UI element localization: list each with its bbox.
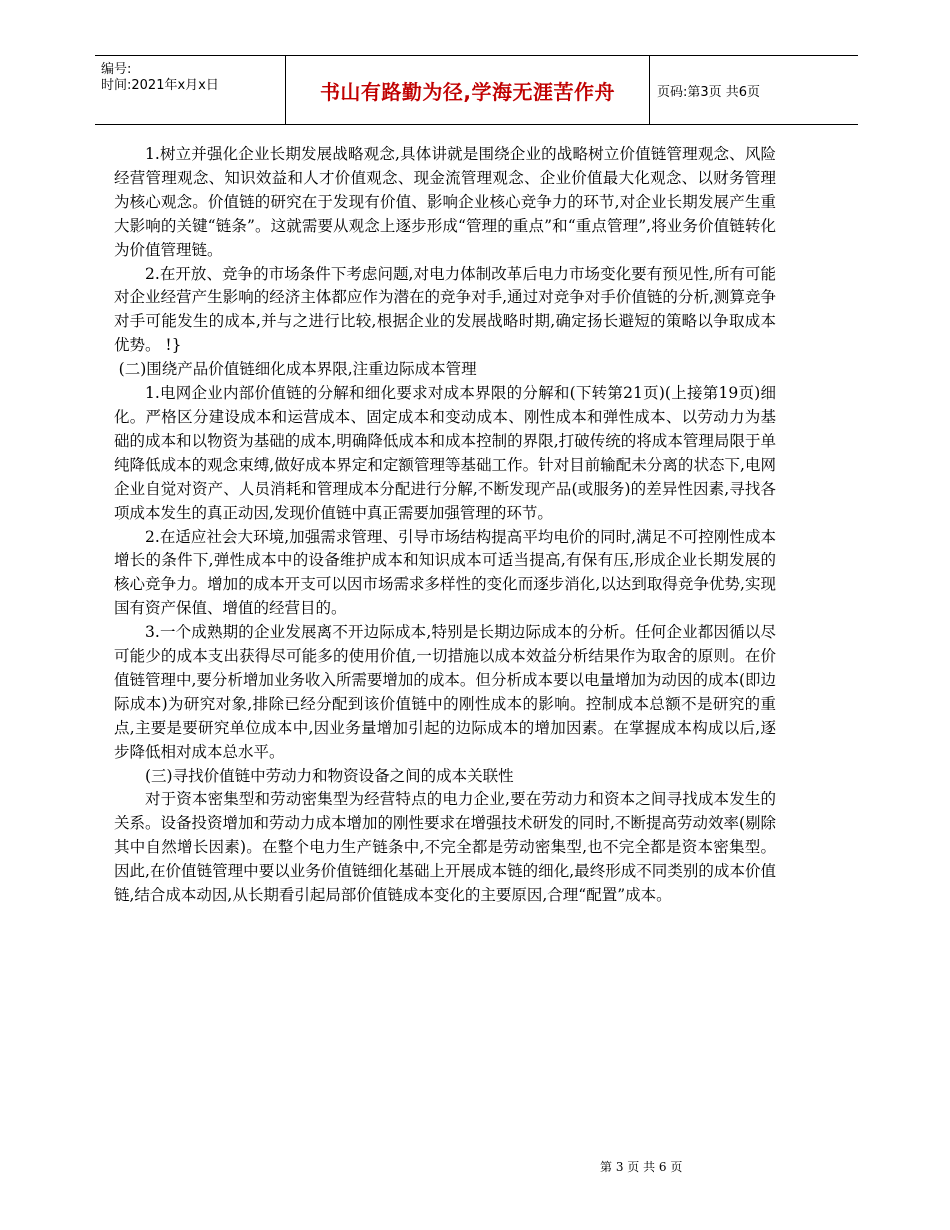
header-motto: 书山有路勤为径,学海无涯苦作舟: [285, 56, 650, 124]
paragraph: 2.在开放、竞争的市场条件下考虑问题,对电力体制改革后电力市场变化要有预见性,所有可能对企业经营产生影响的经济主体都应作为潜在的竞争对手,通过对竞争对手价值链的分析,测算竞争对手可能发生的成本,并与之进行比较,根据企业的发展战略时期,确定扬长避短的策略以争取成本优势。 !}: [114, 264, 776, 355]
page-footer: 第 3 页 共 6 页: [600, 1160, 683, 1174]
header-page-info: 页码:第3页 共6页: [657, 84, 761, 100]
paragraph: 对于资本密集型和劳动密集型为经营特点的电力企业,要在劳动力和资本之间寻找成本发生的关系。设备投资增加和劳动力成本增加的刚性要求在增强技术研发的同时,不断提高劳动效率(剔除其中自然增长因素)。在整个电力生产链条中,不完全都是劳动密集型,也不完全都是资本密集型。因此,在价值链管理中要以业务价值链细化基础上开展成本链的细化,最终形成不同类别的成本价值链,结合成本动因,从长期看引起局部价值链成本变化的主要原因,合理“配置”成本。: [114, 790, 776, 905]
paragraph: 1.电网企业内部价值链的分解和细化要求对成本界限的分解和(下转第21页)(上接第19页)细化。严格区分建设成本和运营成本、固定成本和变动成本、刚性成本和弹性成本、以劳动力为基础的成本和以物资为基础的成本,明确降低成本和成本控制的界限,打破传统的将成本管理局限于单纯降低成本的观念束缚,做好成本界定和定额管理等基础工作。针对目前输配未分离的状态下,电网企业自觉对资产、人员消耗和管理成本分配进行分解,不断发现产品(或服务)的差异性因素,寻找各项成本发生的真正动因,发现价值链中真正需要加强管理的环节。: [114, 384, 776, 522]
document-number-label: 编号:: [101, 62, 132, 77]
document-time-label: 时间:2021年x月x日: [101, 78, 219, 93]
page-header: [95, 55, 858, 125]
section-heading: (三)寻找价值链中劳动力和物资设备之间的成本关联性: [145, 766, 514, 785]
document-body: [114, 143, 776, 908]
paragraph: 3.一个成熟期的企业发展离不开边际成本,特别是长期边际成本的分析。任何企业都因循以尽可能少的成本支出获得尽可能多的使用价值,一切措施以成本效益分析结果作为取舍的原则。在价值链管理中,要分析增加业务收入所需要增加的成本。但分析成本要以电量增加为动因的成本(即边际成本)为研究对象,排除已经分配到该价值链中的刚性成本的影响。控制成本总额不是研究的重点,主要是要研究单位成本中,因业务量增加引起的边际成本的增加因素。在掌握成本构成以后,逐步降低相对成本总水平。: [114, 623, 776, 761]
header-meta: [95, 56, 285, 124]
section-heading: (二)围绕产品价值链细化成本界限,注重边际成本管理: [118, 360, 477, 379]
paragraph: 1.树立并强化企业长期发展战略观念,具体讲就是围绕企业的战略树立价值链管理观念、风险经营管理观念、知识效益和人才价值观念、现金流管理观念、企业价值最大化观念、以财务管理为核心观念。价值链的研究在于发现有价值、影响企业核心竞争力的环节,对企业长期发展产生重大影响的关键“链条”。这就需要从观念上逐步形成“管理的重点”和“重点管理”,将业务价值链转化为价值管理链。: [114, 145, 776, 259]
paragraph: 2.在适应社会大环境,加强需求管理、引导市场结构提高平均电价的同时,满足不可控刚性成本增长的条件下,弹性成本中的设备维护成本和知识成本可适当提高,有保有压,形成企业长期发展的核心竞争力。增加的成本开支可以因市场需求多样性的变化而逐步消化,以达到取得竞争优势,实现国有资产保值、增值的经营目的。: [114, 527, 776, 618]
